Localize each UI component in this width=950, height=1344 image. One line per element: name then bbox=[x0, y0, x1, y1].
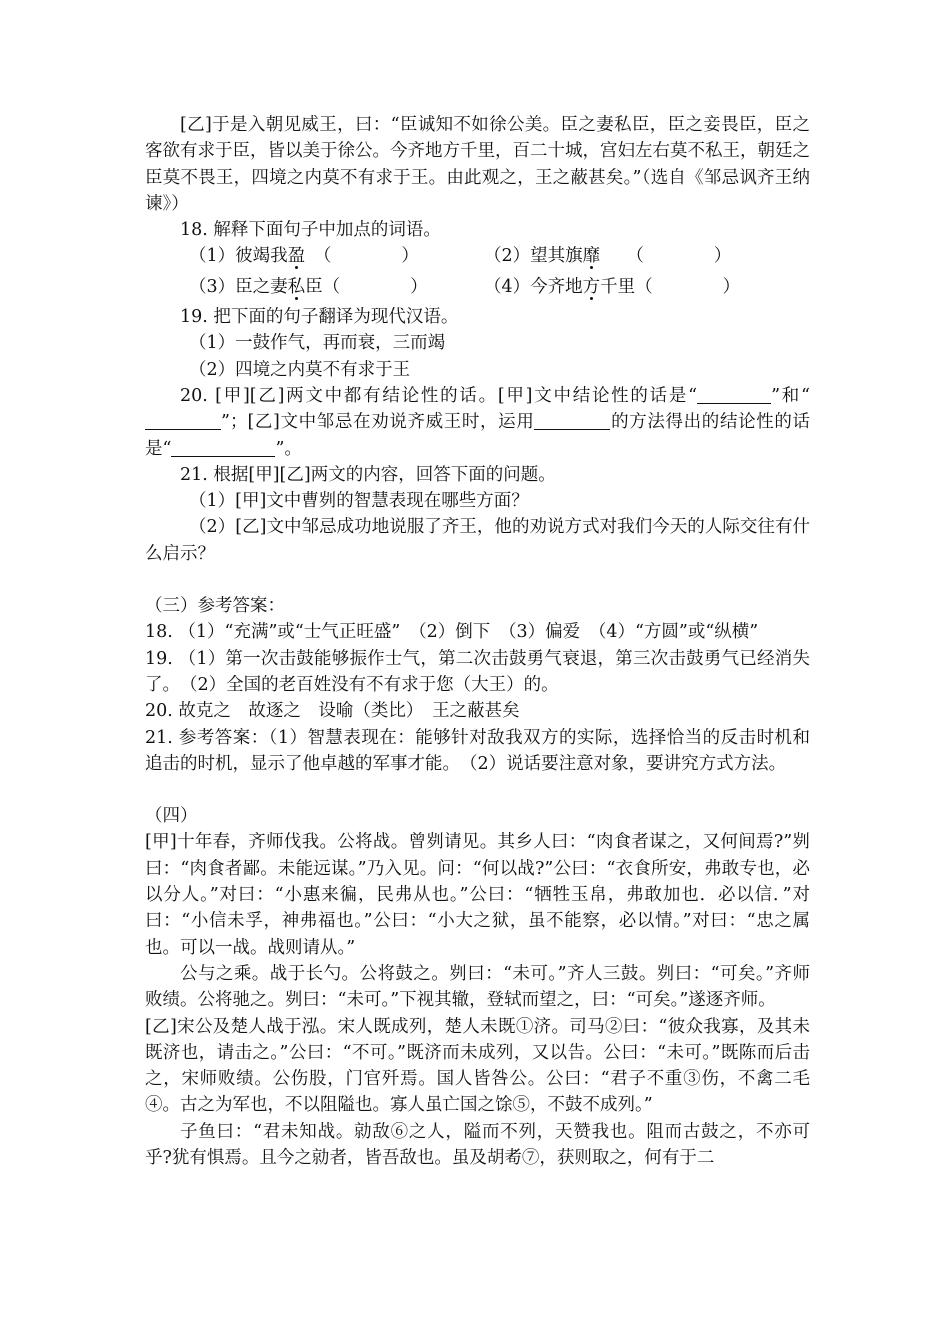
q19-stem: 19. 把下面的句子翻译为现代汉语。 bbox=[180, 307, 459, 328]
q18-item-2: （2）望其旗靡 （ ） bbox=[484, 246, 732, 267]
q20-blank-3[interactable] bbox=[534, 411, 610, 430]
q20-blank-4[interactable] bbox=[171, 438, 275, 457]
q18-row-1 bbox=[145, 243, 810, 269]
answer-21: 21. 参考答案：（1）智慧表现在：能够针对敌我双方的实际，选择恰当的反击时机和追击的时机，显示了他卓越的军事才能。 （2）说话要注意对象，要讲究方式方法。 bbox=[145, 727, 810, 774]
q18-row-2 bbox=[145, 274, 810, 300]
yi-passage: [乙]于是入朝见威王，曰：“臣诚知不如徐公美。臣之妻私臣，臣之妾畏臣，臣之客欲有求于臣，皆以美于徐公。今齐地方千里，百二十城，宫妇左右莫不私王，朝廷之臣莫不畏王，四境之内莫不有求于王。由此观之，王之蔽甚矣。”（选自《邹忌讽齐王纳谏》） bbox=[145, 115, 810, 214]
q18-stem: 18. 解释下面句子中加点的词语。 bbox=[180, 220, 441, 241]
q21-item-1: （1）[甲]文中曹刿的智慧表现在哪些方面？ bbox=[189, 491, 529, 512]
q18-item-1: （1）彼竭我盈 （ ） bbox=[189, 246, 419, 267]
document-page bbox=[145, 112, 810, 1171]
q18-item-4: （4）今齐地方千里（ ） bbox=[484, 276, 741, 297]
q19-item-1: （1）一鼓作气，再而衰，三而竭 bbox=[189, 333, 446, 354]
answers-heading: （三）参考答案： bbox=[145, 596, 285, 617]
q20-blank-1[interactable] bbox=[697, 385, 771, 404]
answer-19: 19. （1）第一次击鼓能够振作士气，第二次击鼓勇气衰退，第三次击鼓勇气已经消失了。 （2）全国的老百姓没有不有求于您（大王）的。 bbox=[145, 648, 810, 695]
q18-item-3: （3）臣之妻私臣（ ） bbox=[189, 276, 428, 297]
yi-paragraph-1: [乙]宋公及楚人战于泓。宋人既成列，楚人未既①济。司马②曰：“彼众我寡，及其未既济也，请击之。”公曰：“不可。”既济而未成列，又以告。公曰：“未可。”既陈而后击之，宋师败绩。公伤股，门官歼焉。国人皆咎公。公曰：“君子不重③伤，不禽二毛④。古之为军也，不以阻隘也。寡人虽亡国之馀⑤，不鼓不成列。” bbox=[145, 1016, 810, 1116]
q19-item-2: （2）四境之内莫不有求于王 bbox=[189, 359, 411, 380]
answer-20: 20. 故克之 故逐之 设喻（类比） 王之蔽甚矣 bbox=[145, 701, 520, 722]
yi-paragraph-2: 子鱼曰：“君未知战。勍敌⑥之人，隘而不列，天赞我也。阻而古鼓之，不亦可乎?犹有惧焉。且今之勍者，皆吾敌也。虽及胡耇⑦，获则取之，何有于二 bbox=[145, 1121, 810, 1168]
q20: 20. [甲][乙]两文中都有结论性的话。[甲]文中结论性的话是“ ”和“”；[乙]文中邹忌在劝说齐威王时，运用 的方法得出的结论性的话是“ ”。 bbox=[145, 385, 810, 459]
q21-item-2: （2）[乙]文中邹忌成功地说服了齐王，他的劝说方式对我们今天的人际交往有什么启示？ bbox=[145, 517, 810, 564]
q20-blank-2[interactable] bbox=[145, 411, 221, 430]
jia-paragraph-2: 公与之乘。战于长勺。公将鼓之。刿曰：“未可。”齐人三鼓。刿曰：“可矣。”齐师败绩。公将驰之。刿曰：“未可。”下视其辙，登轼而望之，曰：“可矣。”遂逐齐师。 bbox=[145, 963, 810, 1011]
jia-paragraph-1: [甲]十年春，齐师伐我。公将战。曾刿请见。其乡人曰：“肉食者谋之，又何间焉?”刿曰：“肉食者鄙。未能远谋。”乃入见。问：“何以战?”公曰：“衣食所安，弗敢专也，必以分人。”对曰：“小惠来徧，民弗从也。”公曰：“牺牲玉帛，弗敢加也．必以信．”对曰：“小信未孚，神弗福也。”公曰：“小大之狱，虽不能察，必以情。”对曰：“忠之属也。可以一战。战则请从。” bbox=[145, 832, 810, 958]
answer-18: 18. （1）“充满”或“士气正旺盛” （2）倒下 （3）偏爱 （4）“方圆”或“纵横” bbox=[145, 622, 759, 643]
q21-stem: 21. 根据[甲][乙]两文的内容，回答下面的问题。 bbox=[180, 464, 556, 485]
section4-heading: （四） bbox=[145, 806, 198, 827]
